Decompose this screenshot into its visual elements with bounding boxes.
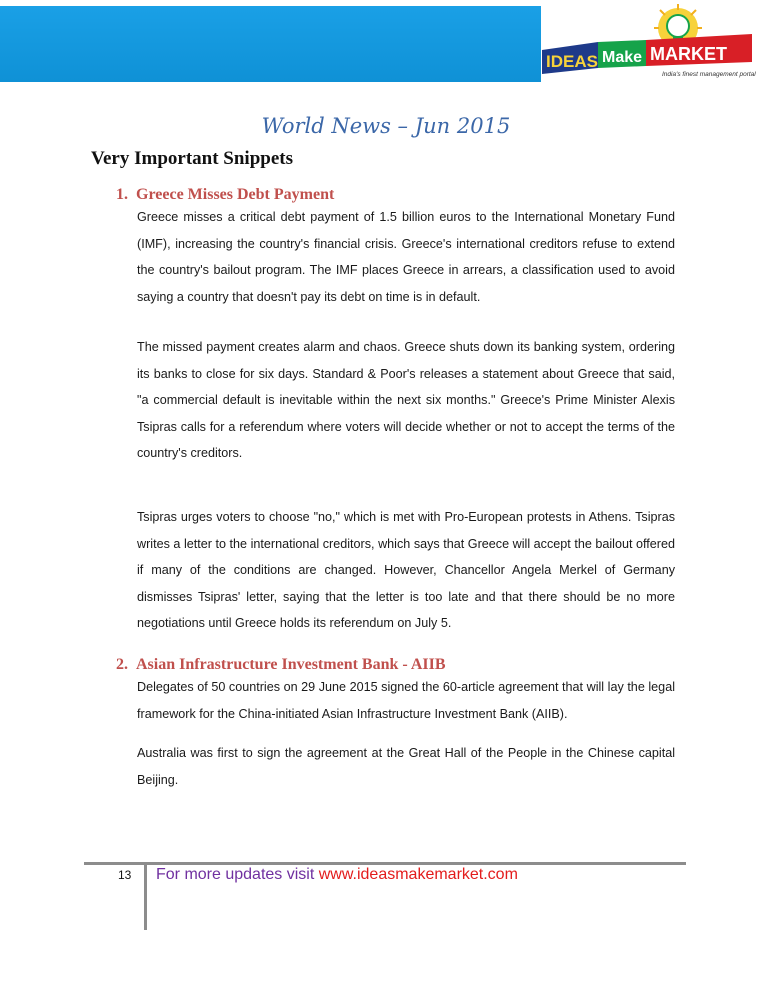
section-title: Very Important Snippets — [91, 148, 293, 169]
logo-word-make: Make — [602, 49, 643, 66]
footer-vertical-divider — [144, 862, 147, 930]
paragraph: Australia was first to sign the agreement at the Great Hall of the People in the Chinese capital Beijing. — [137, 746, 675, 787]
footer-prefix: For more updates visit — [156, 866, 319, 883]
item-number: 2. — [116, 656, 128, 673]
item-heading-text: Asian Infrastructure Investment Bank - AIIB — [136, 656, 446, 673]
footer-link[interactable]: www.ideasmakemarket.com — [318, 866, 518, 883]
ideasmakemarket-logo — [538, 4, 772, 86]
item-heading — [116, 656, 446, 674]
item-heading-text: Greece Misses Debt Payment — [136, 186, 335, 203]
item-number: 1. — [116, 186, 128, 203]
footer-text — [156, 866, 518, 884]
logo-word-market: MARKET — [650, 44, 727, 64]
paragraph: The missed payment creates alarm and chaos. Greece shuts down its banking system, ordering its banks to close for six days. Standard & Poor's releases a statement about Greece that said, "a commercial default is inevitable within the next six months." Greece's Prime Minister Alexis Tsipras calls for a referendum where voters will decide whether or not to accept the terms of the country's creditors. — [137, 340, 675, 460]
header-banner — [0, 6, 541, 82]
page-title: World News – Jun 2015 — [261, 114, 511, 138]
item-heading — [116, 186, 334, 204]
paragraph: Delegates of 50 countries on 29 June 2015 signed the 60-article agreement that will lay the legal framework for the China-initiated Asian Infrastructure Investment Bank (AIIB). — [137, 680, 675, 721]
page-number: 13 — [118, 868, 132, 882]
paragraph: Tsipras urges voters to choose "no," which is met with Pro-European protests in Athens. Tsipras writes a letter to the international creditors, which says that Greece will accept the bailout offered if many of the conditions are changed. However, Chancellor Angela Merkel of Germany dismisses Tsipras' letter, saying that the letter is too late and that there should be no more negotiations until Greece holds its referendum on July 5. — [137, 510, 675, 630]
footer-divider — [84, 862, 686, 865]
paragraph: Greece misses a critical debt payment of 1.5 billion euros to the International Monetary Fund (IMF), increasing the country's financial crisis. Greece's international creditors refuse to extend the country's bailout program. The IMF places Greece in arrears, a classification used to avoid saying a country that doesn't pay its debt on time is in default. — [137, 210, 675, 304]
logo-tagline: India's finest management portal — [662, 71, 756, 78]
logo-word-ideas: IDEAS — [546, 52, 598, 71]
